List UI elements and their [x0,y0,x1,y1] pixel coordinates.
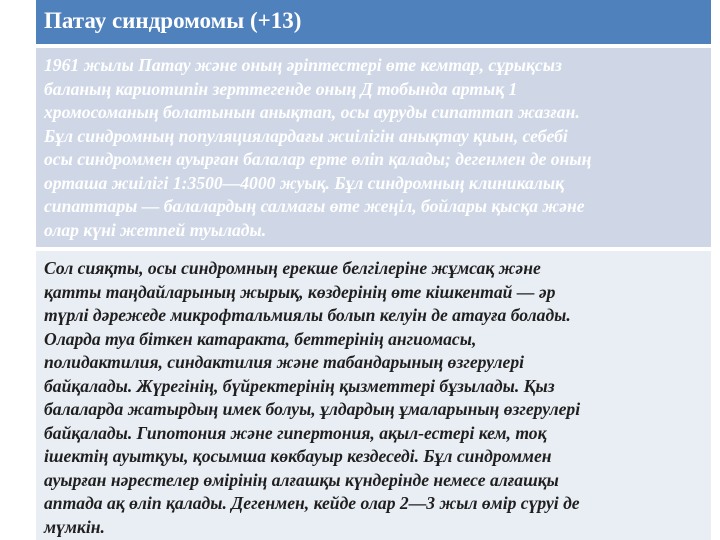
text-line: 1961 жылы Патау және оның әріптестері өте кемтар, сұрықсыз [44,55,562,75]
text-line: ішектің ауытқуы, қосымша көкбауыр кездеседі. Бұл синдроммен [44,446,552,466]
text-line: орташа жиілігі 1:3500—4000 жуық. Бұл синдромның клиникалық [44,172,564,193]
text-line: аптада ақ өліп қалады. Дегенмен, кейде олар 2—3 жыл өмір сүруі де [44,493,580,513]
text-line: сипаттары — балалардың салмағы өте жеңіл, бойлары қысқа және [44,196,585,216]
table-row-1 [36,48,711,249]
text-line: ауырған нәрестелер өмірінің алғашқы күндерінде немесе алғашқы [44,469,559,490]
text-line: баланың кариотипін зерттегенде оның Д тобында артық 1 [44,78,518,99]
text-line: балаларда жатырдың имек болуы, ұлдардың ұмаларының өзгерулері [44,399,581,419]
text-line: осы синдроммен ауырған балалар ерте өліп қалады; дегенмен де оның [44,149,592,169]
text-line: байқалады. Жүрегінің, бүйректерінің қызметтері бұзылады. Қыз [44,375,555,396]
text-line: түрлі дәрежеде микрофтальмиялы болып келуін де атауға болады. [44,305,571,325]
text-line: қатты таңдайларының жырық, көздерінің өте кішкентай — әр [44,281,556,302]
text-line: полидактилия, синдактилия және табандарының өзгерулері [44,352,525,372]
text-line: Оларда туа біткен катаракта, беттерінің ангиомасы, [44,328,477,349]
paragraph-1 [36,48,711,242]
slide-title: Патау синдромомы (+13) [44,8,302,33]
text-line: Сол сияқты, осы синдромның ерекше белгілеріне жұмсақ және [44,258,541,278]
table-header [36,0,711,46]
content-table [36,0,711,540]
table-row-2 [36,251,711,540]
text-line: байқалады. Гипотония және гипертония, ақыл-естері кем, тоқ [44,422,547,443]
paragraph-2 [36,251,711,539]
text-line: мүмкін. [44,516,105,537]
text-line: хромосоманың болатынын анықтап, осы ауруды сипаттап жазған. [44,102,580,122]
text-line: Бұл синдромның популяциялардағы жиілігін анықтау қиын, себебі [44,125,568,146]
text-line: олар күні жетпей туылады. [44,219,267,240]
